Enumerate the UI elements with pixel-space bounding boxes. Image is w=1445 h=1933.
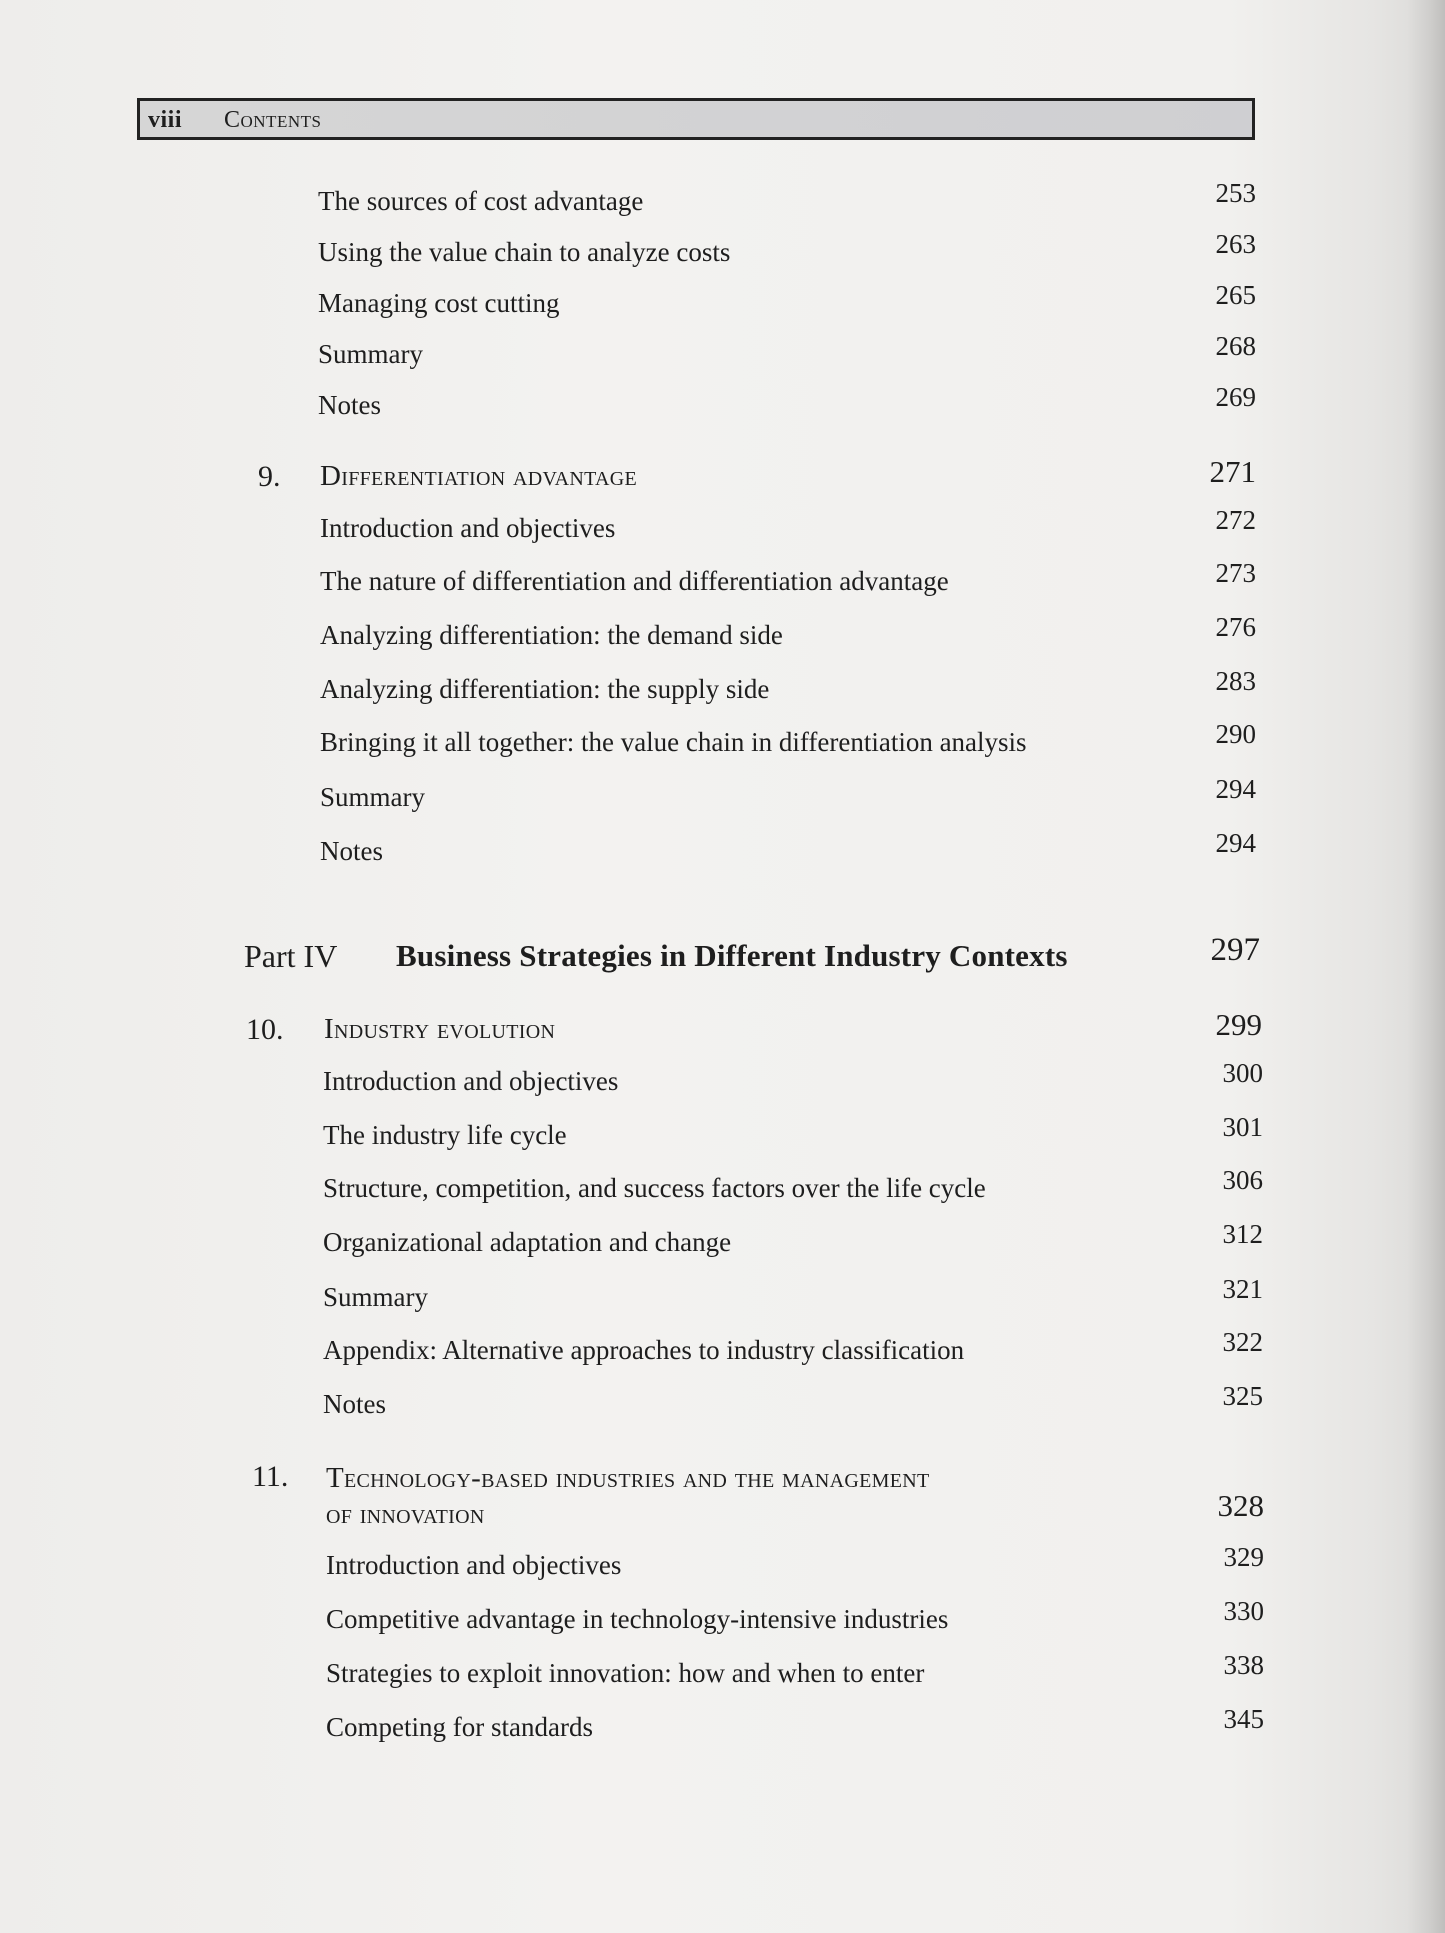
toc-entry-label: Introduction and objectives <box>320 513 616 543</box>
toc-entry <box>326 1650 1264 1692</box>
toc-entry-page: 322 <box>1222 1327 1263 1357</box>
toc-entry-page: 294 <box>1215 774 1256 804</box>
toc-entry <box>320 505 1256 547</box>
toc-entry <box>320 612 1256 654</box>
chapter-number: 11. <box>252 1460 289 1493</box>
toc-entry-page: 330 <box>1223 1596 1264 1626</box>
toc-entry <box>326 1704 1264 1746</box>
toc-entry <box>320 828 1256 870</box>
toc-entry-label: Analyzing differentiation: the supply side <box>320 674 770 704</box>
toc-entry <box>323 1112 1263 1154</box>
toc-entry <box>318 229 1256 271</box>
toc-chapter <box>258 454 1256 494</box>
toc-chapter <box>246 1007 1262 1047</box>
toc-entry <box>318 331 1256 373</box>
toc-entry-label: Competitive advantage in technology-intensive industries <box>326 1604 949 1634</box>
toc-entry-page: 272 <box>1215 505 1256 535</box>
toc-entry <box>320 666 1256 708</box>
toc-entry <box>323 1165 1263 1207</box>
toc-entry-label: Managing cost cutting <box>318 288 560 318</box>
toc-entry-page: 338 <box>1223 1650 1264 1680</box>
toc-entry <box>323 1381 1263 1423</box>
toc-entry-page: 325 <box>1222 1381 1263 1411</box>
toc-entry-page: 273 <box>1215 558 1256 588</box>
running-header <box>137 98 1255 140</box>
toc-entry-page: 301 <box>1222 1112 1263 1142</box>
toc-entry <box>318 280 1256 322</box>
chapter-number: 9. <box>258 460 281 493</box>
toc-entry-label: The industry life cycle <box>323 1120 567 1150</box>
toc-entry-label: Notes <box>323 1389 386 1419</box>
toc-entry-label: Notes <box>318 390 381 420</box>
chapter-title-continued: of innovation <box>326 1498 485 1530</box>
toc-entry-label: The nature of differentiation and differentiation advantage <box>320 566 949 596</box>
toc-entry-label: Structure, competition, and success factors over the life cycle <box>323 1173 986 1203</box>
toc-entry-label: Bringing it all together: the value chain in differentiation analysis <box>320 727 1027 757</box>
toc-entry-page: 269 <box>1215 382 1256 412</box>
toc-entry-label: Summary <box>323 1282 428 1312</box>
chapter-title: Technology-based industries and the management <box>326 1462 930 1494</box>
toc-entry <box>326 1596 1264 1638</box>
toc-entry-page: 265 <box>1215 280 1256 310</box>
chapter-title: Differentiation advantage <box>320 460 638 492</box>
toc-chapter <box>252 1460 1264 1536</box>
toc-entry-label: Organizational adaptation and change <box>323 1227 732 1257</box>
chapter-page: 328 <box>1217 1488 1264 1523</box>
toc-entry-page: 268 <box>1215 331 1256 361</box>
toc-entry-label: Summary <box>318 339 423 369</box>
toc-entry-page: 294 <box>1215 828 1256 858</box>
toc-entry <box>323 1274 1263 1316</box>
toc-entry-label: Summary <box>320 782 425 812</box>
toc-entry <box>323 1327 1263 1369</box>
toc-entry-page: 312 <box>1222 1219 1263 1249</box>
toc-entry-label: The sources of cost advantage <box>318 186 644 216</box>
toc-entry-label: Strategies to exploit innovation: how and when to enter <box>326 1658 925 1688</box>
toc-entry-label: Introduction and objectives <box>323 1066 619 1096</box>
toc-entry-label: Appendix: Alternative approaches to industry classification <box>323 1335 965 1365</box>
toc-entry-label: Introduction and objectives <box>326 1550 622 1580</box>
toc-entry-page: 276 <box>1215 612 1256 642</box>
toc-entry <box>320 774 1256 816</box>
toc-entry-label: Analyzing differentiation: the demand side <box>320 620 783 650</box>
chapter-page: 299 <box>1215 1007 1262 1042</box>
toc-entry-page: 290 <box>1215 719 1256 749</box>
chapter-page: 271 <box>1209 454 1256 489</box>
part-page: 297 <box>1210 932 1260 968</box>
chapter-title: Industry evolution <box>324 1013 556 1045</box>
toc-entry-page: 253 <box>1215 178 1256 208</box>
running-header-title: Contents <box>224 107 322 133</box>
toc-entry-page: 263 <box>1215 229 1256 259</box>
page-folio: viii <box>148 107 183 133</box>
toc-entry-label: Notes <box>320 836 383 866</box>
toc-entry-page: 321 <box>1222 1274 1263 1304</box>
toc-entry-page: 345 <box>1223 1704 1264 1734</box>
toc-entry-page: 300 <box>1222 1058 1263 1088</box>
toc-entry <box>318 178 1256 220</box>
part-title: Business Strategies in Different Industry Contexts <box>396 938 1068 973</box>
toc-entry <box>326 1542 1264 1584</box>
toc-entry <box>320 719 1256 761</box>
part-number: Part IV <box>244 938 338 974</box>
toc-part <box>244 932 1260 974</box>
toc-entry-page: 306 <box>1222 1165 1263 1195</box>
toc-entry <box>320 558 1256 600</box>
toc-entry <box>318 382 1256 424</box>
toc-entry-label: Using the value chain to analyze costs <box>318 237 731 267</box>
toc-entry-page: 329 <box>1223 1542 1264 1572</box>
toc-entry <box>323 1058 1263 1100</box>
page-edge-shadow <box>1407 0 1445 1933</box>
toc-entry-page: 283 <box>1215 666 1256 696</box>
toc-entry-label: Competing for standards <box>326 1712 593 1742</box>
toc-entry <box>323 1219 1263 1261</box>
chapter-number: 10. <box>246 1013 284 1046</box>
